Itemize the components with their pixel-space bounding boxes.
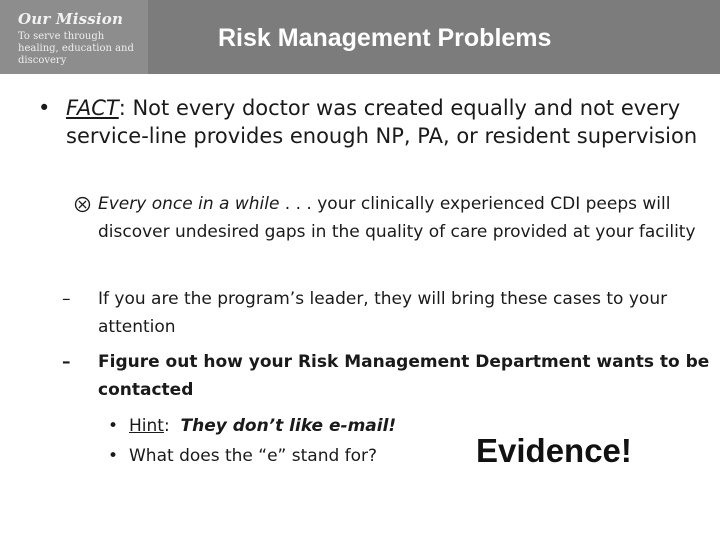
sub-bullet-every-once-text [98, 190, 710, 246]
logo-tagline: To serve through healing, education and discovery [18, 31, 134, 66]
hint-colon: : [163, 416, 170, 436]
logo-title: Our Mission [18, 10, 124, 28]
hint-body: They don’t like e-mail! [180, 416, 397, 436]
sub-bullet-risk-dept-text: Figure out how your Risk Management Department wants to be contacted [98, 352, 710, 400]
e-question-text: What does the “e” stand for? [129, 446, 378, 466]
dash-marker: – [62, 352, 71, 372]
logo [0, 0, 148, 74]
dash-marker: – [62, 289, 71, 309]
slide-title: Risk Management Problems [218, 24, 552, 52]
evidence-callout: Evidence! [476, 432, 632, 469]
hint-label: Hint [129, 416, 164, 436]
every-once-body: . . . your clinically experienced CDI peeps will discover undesired gaps in the quality of care provided at your facility [98, 194, 696, 242]
fact-body: Not every doctor was created equally and not every service-line provides enough NP, PA, or resident supervision [66, 96, 698, 148]
header-bar [0, 0, 720, 74]
fact-colon: : [118, 96, 126, 120]
wingdings-x-icon [74, 196, 91, 213]
bullet-marker: • [38, 96, 51, 120]
bullet-fact-text [66, 94, 716, 150]
fact-label: FACT [66, 96, 119, 120]
bullet-marker: • [108, 446, 119, 466]
sub-bullet-program-leader-text: If you are the program’s leader, they will bring these cases to your attention [98, 289, 668, 337]
bullet-marker: • [108, 416, 119, 436]
every-once-italic: Every once in a while [98, 194, 280, 214]
hint-text [129, 412, 396, 440]
